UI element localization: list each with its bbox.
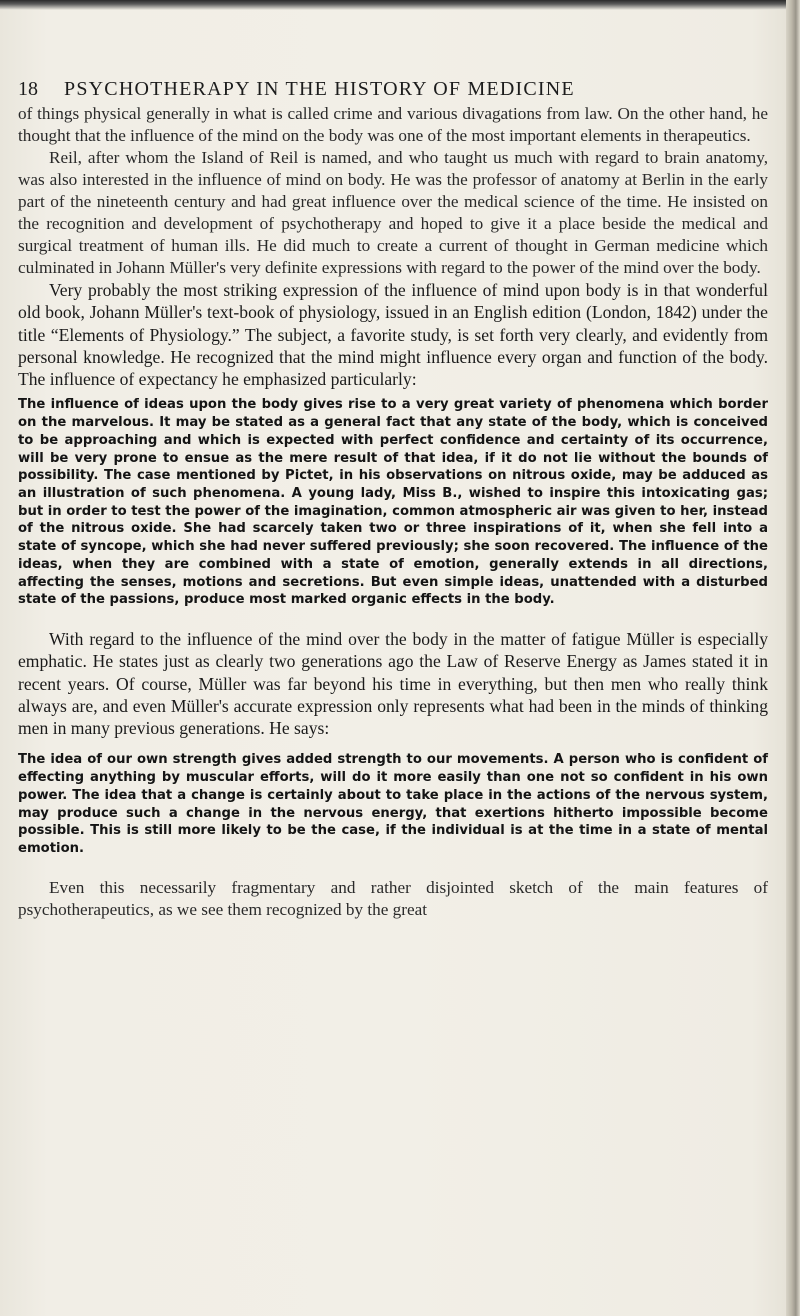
block-quote: The influence of ideas upon the body gives rise to a very great variety of phenomena which border on the marvelous. It may be stated as a general fact that any state of the body, which is conceived to be approaching and which is expected with perfect confidence and certainty of its occurrence, will be very prone to ensue as the mere result of that idea, if it do not lie without the bounds of possibility. The case mentioned by Pictet, in his observations on nitrous oxide, may be adduced as an illustration of such phenomena. A young lady, Miss B., wished to inspire this intoxicating gas; but in order to test the power of the imagination, common atmospheric air was given to her, instead of the nitrous oxide. She had scarcely taken two or three inspirations of it, when she fell into a state of syncope, which she had never suffered previously; she soon recovered. The influence of the ideas, when they are combined with a state of emotion, generally extends in all directions, affecting the senses, motions and secretions. But even simple ideas, unattended with a disturbed state of the passions, produce most marked organic effects in the body. [18,397,768,608]
page-body [18,103,768,921]
page-number: 18 [18,78,38,100]
paragraph: Very probably the most striking expression of the influence of mind upon body is in that wonderful old book, Johann Müller's text-book of physiology, issued in an English edition (London, 1842) under the title “Elements of Physiology.” The subject, a favorite study, is set forth very clearly, and evidently from personal knowledge. He recognized that the mind might influence every organ and function of the body. The influence of expectancy he emphasized particularly: [18,280,768,390]
paragraph: With regard to the influence of the mind over the body in the matter of fatigue Müller is especially emphatic. He states just as clearly two generations ago the Law of Reserve Energy as James stated it in recent years. Of course, Müller was far beyond his time in everything, but then men who really think always are, and even Müller's accurate expression only represents what had been in the minds of thinking men in many previous generations. He says: [18,628,768,739]
paragraph: Even this necessarily fragmentary and rather disjointed sketch of the main features of psychotherapeutics, as we see them recognized by the great [18,877,768,919]
page-header [18,78,718,101]
paragraph: Reil, after whom the Island of Reil is named, and who taught us much with regard to brain anatomy, was also interested in the influence of mind on body. He was the professor of anatomy at Berlin in the early part of the nineteenth century and had great influence over the medical science of the time. He insisted on the recognition and development of psychotherapy and hoped to give it a place beside the medical and surgical treatment of human ills. He did much to create a current of thought in German medicine which culminated in Johann Müller's very definite expressions with regard to the power of the mind over the body. [18,148,768,277]
running-head: PSYCHOTHERAPY IN THE HISTORY OF MEDICINE [64,78,575,100]
paragraph: of things physical generally in what is called crime and various divagations from law. On the other hand, he thought that the influence of the mind on the body was one of the most important elements in therapeutics. [18,104,768,145]
block-quote: The idea of our own strength gives added strength to our movements. A person who is confident of effecting anything by muscular efforts, will do it more easily than one not so confident in his own power. The idea that a change is certainly about to take place in the actions of the nervous system, may produce such a change in the nervous energy, that exertions hitherto impossible become possible. This is still more likely to be the case, if the individual is at the time in a state of mental emotion. [18,752,768,856]
scan-top-shadow [0,0,800,10]
page-edge [786,0,800,1316]
